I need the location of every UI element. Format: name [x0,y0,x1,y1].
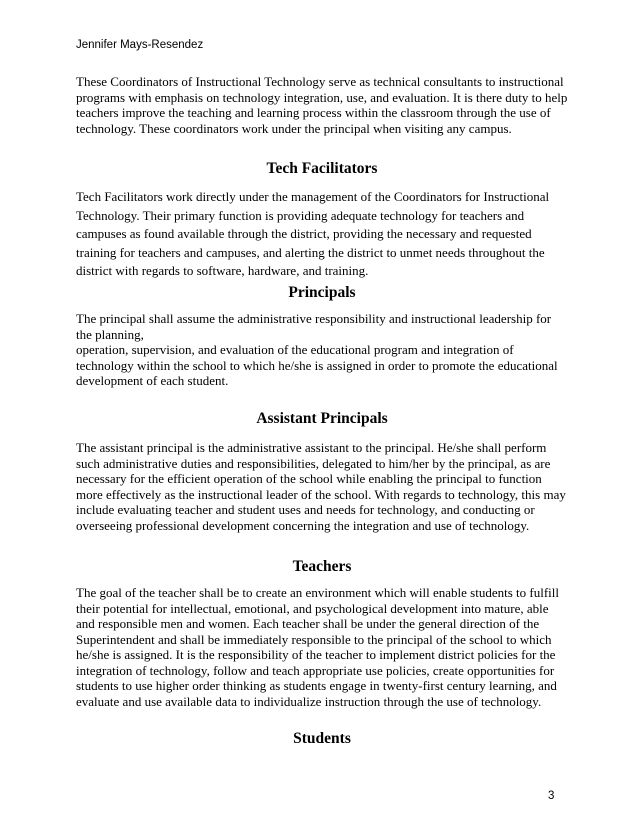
section-heading-assistant-principals: Assistant Principals [256,410,388,427]
teachers-paragraph [76,585,568,709]
assistant-principals-text: The assistant principal is the administrative assistant to the principal. He/she shall perform such administrative duties and responsibilities, delegated to him/her by the principal, as are necessary for the efficient operation of the school while enabling the principal to function more effectively as the instructional leader of the school. With regards to technology, this may include evaluating teacher and student uses and needs for technology, and conducting or overseeing professional development concerning the integration and use of technology. [76,440,566,533]
page-number: 3 [548,790,555,802]
intro-text: These Coordinators of Instructional Technology serve as technical consultants to instructional programs with emphasis on technology integration, use, and evaluation. It is there duty to help teachers improve the teaching and learning process within the classroom through the use of technology. These coordinators work under the principal when visiting any campus. [76,74,568,136]
section-heading-students: Students [293,730,351,747]
section-heading-principals: Principals [288,284,356,301]
principals-text-line1: The principal shall assume the administrative responsibility and instructional leadership for the planning, [76,311,552,342]
tech-facilitators-paragraph [76,188,568,281]
page-header-author: Jennifer Mays-Resendez [76,39,204,51]
section-heading-tech-facilitators: Tech Facilitators [266,160,378,177]
principals-text-line2: operation, supervision, and evaluation of the educational program and integration of technology within the school to which he/she is assigned in order to promote the educational development of each student. [76,342,558,388]
section-heading-teachers: Teachers [292,558,352,575]
principals-paragraph [76,311,568,389]
teachers-text: The goal of the teacher shall be to create an environment which will enable students to fulfill their potential for intellectual, emotional, and psychological development into mature, able and responsible men and women. Each teacher shall be under the general direction of the Superintendent and shall be immediately responsible to the principal of the school to which he/she is assigned. It is the responsibility of the teacher to implement district policies for the integration of technology, follow and teach appropriate use policies, create opportunities for students to use higher order thinking as students engage in twenty-first century learning, and evaluate and use available data to individualize instruction through the use of technology. [76,585,559,709]
assistant-principals-paragraph [76,440,568,533]
intro-paragraph [76,74,568,136]
tech-facilitators-text: Tech Facilitators work directly under the management of the Coordinators for Instructional Technology. Their primary function is providing adequate technology for teachers and campuses as found available through the district, providing the necessary and requested training for teachers and campuses, and alerting the district to unmet needs throughout the district with regards to software, hardware, and training. [76,189,550,279]
